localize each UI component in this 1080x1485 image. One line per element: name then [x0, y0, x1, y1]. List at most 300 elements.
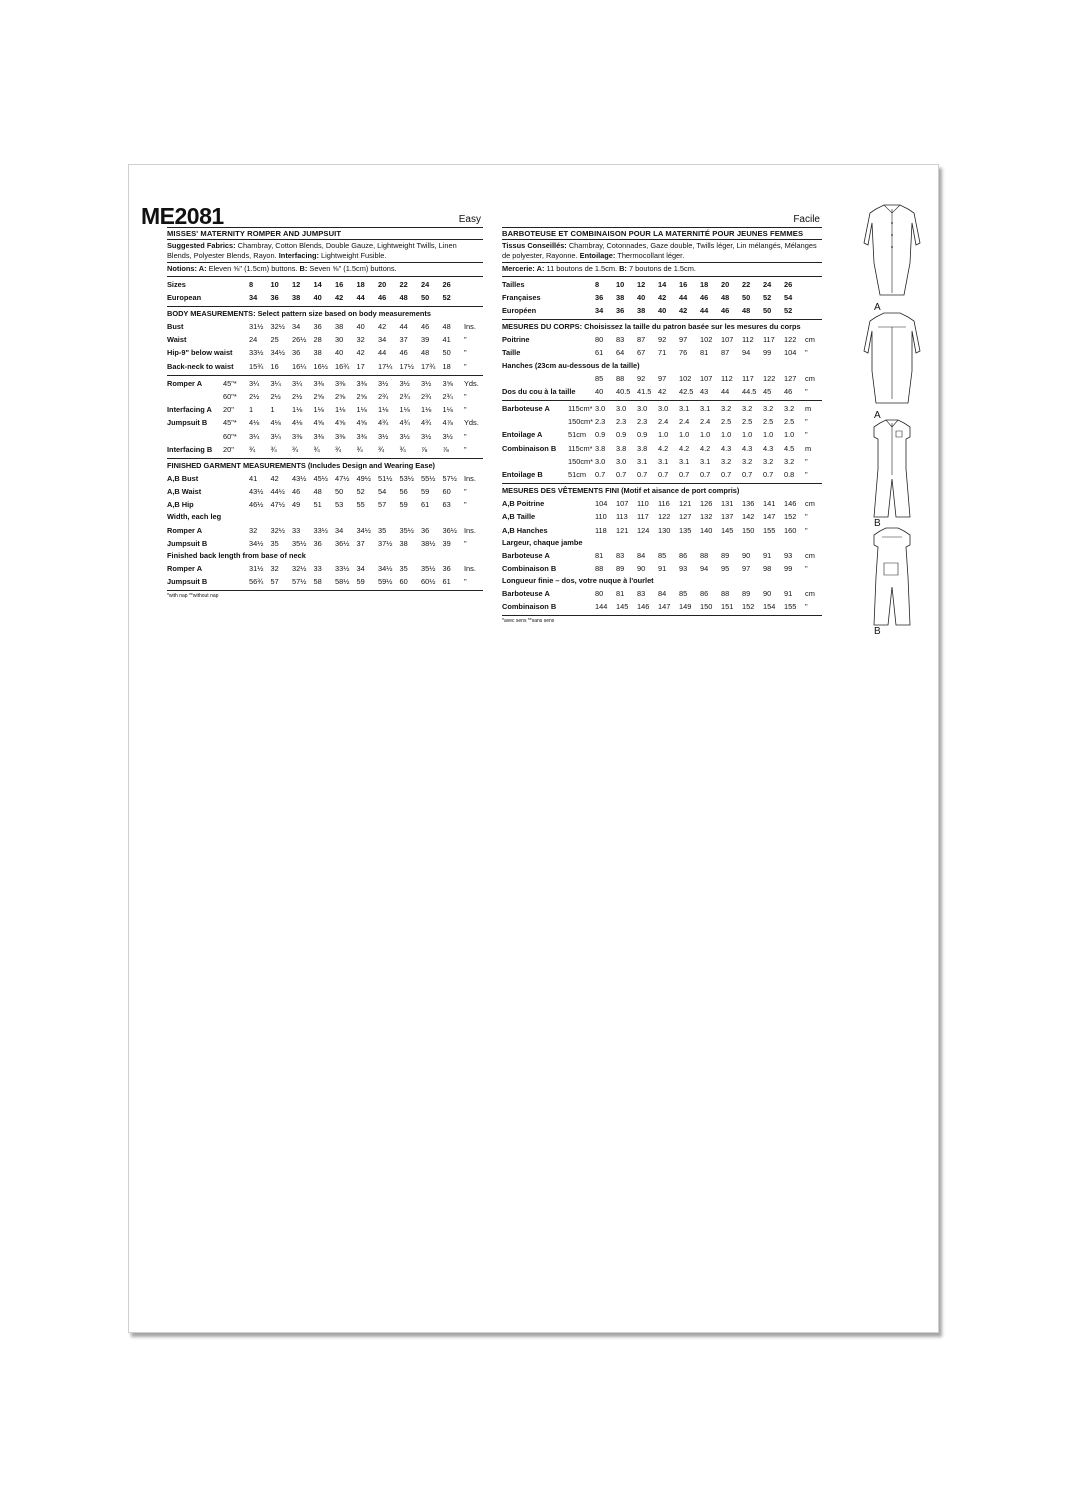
table-cell: 3.1 — [679, 404, 690, 414]
table-cell: 61 — [442, 577, 451, 587]
table-cell: 4.2 — [658, 443, 669, 453]
english-finished-measurements — [167, 459, 483, 591]
unit-label: " — [805, 348, 808, 358]
table-cell: 93 — [679, 563, 688, 573]
table-cell: 48 — [313, 487, 322, 497]
table-cell: 3.2 — [763, 404, 774, 414]
table-cell: 44.5 — [742, 386, 757, 396]
table-cell: 50 — [421, 292, 430, 302]
table-cell: 1⅛ — [356, 405, 367, 415]
row-label: Combinaison B — [502, 443, 557, 453]
unit-label: " — [464, 405, 467, 415]
table-cell: 44 — [700, 306, 709, 316]
table-cell: 42 — [658, 292, 667, 302]
table-cell: 2.4 — [658, 417, 669, 427]
table-cell: 44 — [378, 348, 387, 358]
unit-label: " — [464, 335, 467, 345]
table-cell: 46 — [399, 348, 408, 358]
difficulty-label: Easy — [458, 214, 481, 225]
row-label: Bust — [167, 322, 184, 332]
table-cell: 85 — [595, 373, 604, 383]
table-row — [167, 562, 483, 575]
table-cell: 4⅛ — [270, 418, 281, 428]
table-cell: 47½ — [335, 473, 350, 483]
table-cell: 17½ — [399, 361, 414, 371]
table-cell: 34½ — [270, 348, 285, 358]
row-sub-label: 150cm* — [568, 456, 594, 466]
table-cell: 22 — [742, 279, 751, 289]
table-cell: 104 — [784, 348, 797, 358]
table-cell: 2½ — [249, 392, 260, 402]
table-cell: 67 — [637, 348, 646, 358]
table-cell: 46½ — [249, 500, 264, 510]
table-cell: 97 — [658, 373, 667, 383]
table-cell: 121 — [616, 525, 629, 535]
table-cell: 3.0 — [658, 404, 669, 414]
row-sub-label: 115cm* — [568, 443, 593, 453]
table-cell: 0.7 — [763, 469, 774, 479]
table-cell: 97 — [742, 563, 751, 573]
unit-label: Ins. — [464, 322, 476, 332]
row-label: Hip-9" below waist — [167, 348, 233, 358]
table-cell: 112 — [721, 373, 733, 383]
french-notions: Mercerie: A: 11 boutons de 1.5cm. B: 7 boutons de 1.5cm. — [502, 263, 822, 276]
table-cell: 2¾ — [378, 392, 389, 402]
table-row — [167, 403, 483, 416]
table-cell: 99 — [763, 348, 772, 358]
table-cell: 25 — [270, 335, 279, 345]
table-cell: 38 — [292, 292, 301, 302]
table-cell: 60 — [399, 577, 408, 587]
table-cell: 3.0 — [637, 404, 648, 414]
table-row — [502, 497, 822, 510]
unit-label: " — [805, 417, 808, 427]
table-cell: 4¾ — [399, 418, 410, 428]
french-finished-heading: MESURES DES VÊTEMENTS FINI (Motif et aisance de port compris) — [502, 486, 740, 496]
table-row — [502, 587, 822, 600]
table-cell: 3½ — [421, 378, 432, 388]
row-sub-label: 51cm — [568, 430, 587, 440]
table-cell: 2.3 — [595, 417, 606, 427]
table-cell: 16 — [679, 279, 688, 289]
table-cell: 43½ — [292, 473, 307, 483]
table-cell: 83 — [637, 589, 646, 599]
table-cell: 44 — [721, 386, 730, 396]
table-cell: 4.5 — [784, 443, 795, 453]
table-cell: 142 — [742, 512, 755, 522]
table-row — [502, 402, 822, 415]
table-cell: 87 — [721, 348, 730, 358]
table-cell: 36 — [421, 525, 430, 535]
table-cell: 94 — [700, 563, 709, 573]
table-cell: 151 — [721, 602, 734, 612]
table-cell: 40 — [313, 292, 322, 302]
table-cell: 102 — [679, 373, 692, 383]
table-row — [167, 443, 483, 456]
unit-label: Ins. — [464, 525, 476, 535]
table-cell: 90 — [763, 589, 772, 599]
row-sub-label: 51cm — [568, 469, 587, 479]
table-cell: 31½ — [249, 563, 264, 573]
table-cell: 8 — [249, 279, 254, 289]
table-cell: 24 — [249, 335, 258, 345]
table-cell: 3¼ — [270, 431, 281, 441]
row-label: European — [167, 292, 202, 302]
row-label: Barboteuse A — [502, 589, 550, 599]
table-cell: 160 — [784, 525, 797, 535]
figure-view-label: A — [874, 410, 881, 421]
table-cell: 146 — [637, 602, 650, 612]
table-cell: 104 — [595, 499, 608, 509]
table-cell: 3½ — [442, 431, 453, 441]
table-cell: 152 — [742, 602, 755, 612]
table-cell: 4⅝ — [313, 418, 324, 428]
table-row — [167, 416, 483, 429]
table-cell: 116 — [658, 499, 670, 509]
table-cell: 36 — [270, 292, 279, 302]
unit-label: " — [805, 525, 808, 535]
row-label: Européen — [502, 306, 537, 316]
table-cell: 16½ — [313, 361, 328, 371]
table-cell: 0.7 — [616, 469, 627, 479]
table-row — [502, 415, 822, 428]
table-cell: 10 — [270, 279, 279, 289]
table-cell: 40 — [658, 306, 667, 316]
table-cell: 0.9 — [595, 430, 606, 440]
table-cell: 2½ — [270, 392, 281, 402]
row-label: Entoilage A — [502, 430, 543, 440]
table-cell: 52 — [442, 292, 451, 302]
table-cell: 3.8 — [595, 443, 606, 453]
table-cell: 3.2 — [721, 404, 732, 414]
table-cell: 4.2 — [679, 443, 690, 453]
table-cell: 26½ — [292, 335, 307, 345]
table-cell: 36½ — [442, 525, 457, 535]
table-cell: 33½ — [249, 348, 264, 358]
english-footnote: *with nap **without nap — [167, 593, 219, 600]
table-cell: ⅞ — [421, 444, 428, 454]
table-cell: 3.1 — [700, 404, 711, 414]
table-cell: 2¾ — [442, 392, 453, 402]
french-finished-measurements — [502, 484, 822, 616]
table-cell: 52 — [356, 487, 365, 497]
table-cell: 32 — [270, 563, 279, 573]
french-yardage — [502, 401, 822, 484]
table-row — [502, 600, 822, 613]
table-cell: 97 — [679, 335, 688, 345]
table-cell: 83 — [616, 335, 625, 345]
jumpsuit-front-icon — [854, 419, 930, 527]
table-cell: 89 — [721, 550, 730, 560]
table-cell: 3.8 — [637, 443, 648, 453]
table-cell: 3½ — [421, 431, 432, 441]
table-cell: 4¾ — [421, 418, 432, 428]
table-cell: 43 — [700, 386, 709, 396]
unit-label: cm — [805, 550, 815, 560]
table-cell: 2⅝ — [313, 392, 324, 402]
table-cell: 80 — [595, 589, 604, 599]
table-cell: 45 — [763, 386, 772, 396]
table-cell: 4.3 — [742, 443, 753, 453]
table-cell: 36 — [595, 292, 604, 302]
figure-view-label: B — [874, 518, 881, 529]
table-cell: 40 — [335, 348, 344, 358]
table-cell: 36 — [442, 563, 451, 573]
table-cell: 14 — [658, 279, 667, 289]
table-cell: ¾ — [270, 444, 277, 454]
table-cell: 117 — [742, 373, 754, 383]
table-cell: 42 — [335, 292, 344, 302]
unit-label: Ins. — [464, 473, 476, 483]
jumpsuit-back-icon — [854, 527, 930, 635]
table-cell: 0.7 — [658, 469, 669, 479]
table-cell: 2.5 — [763, 417, 774, 427]
table-cell: 3½ — [378, 431, 389, 441]
table-cell: 91 — [784, 589, 793, 599]
table-cell: 37 — [356, 538, 365, 548]
french-length-heading: Longueur finie – dos, votre nuque à l'ourlet — [502, 575, 654, 585]
table-cell: 16 — [270, 361, 279, 371]
row-label: Romper A — [167, 378, 203, 388]
unit-label: " — [464, 500, 467, 510]
french-body-measurements — [502, 320, 822, 401]
table-cell: 3⅜ — [335, 431, 346, 441]
table-cell: 46 — [721, 306, 730, 316]
table-cell: 140 — [700, 525, 713, 535]
unit-label: m — [805, 404, 812, 414]
table-cell: 88 — [721, 589, 730, 599]
table-cell: 2.5 — [721, 417, 732, 427]
row-label: Jumpsuit B — [167, 538, 208, 548]
table-row — [167, 390, 483, 403]
table-cell: 10 — [616, 279, 625, 289]
figure-view-label: B — [874, 626, 881, 637]
row-label: A,B Waist — [167, 487, 202, 497]
unit-label: m — [805, 443, 812, 453]
table-row — [502, 333, 822, 346]
table-cell: ¾ — [292, 444, 299, 454]
table-cell: 17¼ — [378, 361, 393, 371]
table-cell: 15¾ — [249, 361, 264, 371]
table-cell: 2¾ — [399, 392, 410, 402]
table-row — [167, 498, 483, 511]
table-cell: 149 — [679, 602, 692, 612]
table-cell: 154 — [763, 602, 776, 612]
unit-label: " — [805, 456, 808, 466]
table-cell: 3.0 — [616, 456, 627, 466]
table-cell: 3.1 — [637, 456, 648, 466]
table-cell: 51 — [313, 500, 322, 510]
table-cell: 58½ — [335, 577, 350, 587]
unit-label: " — [805, 602, 808, 612]
row-sub-label: 20" — [223, 444, 234, 454]
table-cell: 17¾ — [421, 361, 436, 371]
table-row — [167, 346, 483, 359]
table-cell: 147 — [763, 512, 776, 522]
table-cell: 83 — [616, 550, 625, 560]
table-cell: 33 — [313, 563, 322, 573]
table-cell: 34 — [249, 292, 258, 302]
table-cell: 3.1 — [679, 456, 690, 466]
table-cell: 20 — [378, 279, 387, 289]
table-cell: 60 — [442, 487, 451, 497]
table-cell: ⅞ — [442, 444, 449, 454]
garment-illustrations — [854, 203, 930, 635]
table-cell: 90 — [637, 563, 646, 573]
table-cell: 17 — [356, 361, 365, 371]
english-yardage — [167, 376, 483, 459]
french-column — [502, 205, 822, 624]
table-cell: 76 — [679, 348, 688, 358]
table-cell: 4⅛ — [249, 418, 260, 428]
table-cell: 1.0 — [700, 430, 711, 440]
table-cell: 42.5 — [679, 386, 694, 396]
table-cell: 56 — [399, 487, 408, 497]
table-cell: 32½ — [292, 563, 307, 573]
table-cell: 88 — [700, 550, 709, 560]
table-cell: 4⅝ — [335, 418, 346, 428]
unit-label: Ins. — [464, 563, 476, 573]
table-cell: 33½ — [335, 563, 350, 573]
table-cell: 61 — [421, 500, 430, 510]
table-cell: 88 — [616, 373, 625, 383]
table-cell: 2.3 — [637, 417, 648, 427]
table-cell: 150 — [742, 525, 755, 535]
table-row — [167, 377, 483, 390]
table-cell: 3.1 — [658, 456, 669, 466]
table-cell: 34½ — [378, 563, 393, 573]
table-cell: 4⅛ — [292, 418, 303, 428]
table-cell: 117 — [637, 512, 649, 522]
french-title: BARBOTEUSE ET COMBINAISON POUR LA MATERNITÉ POUR JEUNES FEMMES — [502, 228, 822, 240]
table-cell: 37½ — [378, 538, 393, 548]
table-cell: 32 — [249, 525, 258, 535]
table-row — [167, 575, 483, 588]
table-cell: 3.0 — [595, 456, 606, 466]
table-cell: 38½ — [421, 538, 436, 548]
table-row — [502, 278, 822, 291]
table-cell: 155 — [784, 602, 797, 612]
english-body-heading: BODY MEASUREMENTS: Select pattern size based on body measurements — [167, 308, 431, 318]
table-row — [167, 523, 483, 536]
table-cell: 102 — [700, 335, 713, 345]
table-cell: 71 — [658, 348, 667, 358]
table-cell: 43½ — [249, 487, 264, 497]
table-cell: 0.7 — [637, 469, 648, 479]
table-cell: 32½ — [270, 322, 285, 332]
table-cell: 52 — [784, 306, 793, 316]
table-cell: 42 — [679, 306, 688, 316]
table-cell: 57 — [270, 577, 279, 587]
table-cell: 0.7 — [679, 469, 690, 479]
unit-label: " — [805, 563, 808, 573]
table-cell: 85 — [679, 589, 688, 599]
table-cell: ¾ — [356, 444, 363, 454]
table-cell: 24 — [421, 279, 430, 289]
table-cell: 18 — [442, 361, 451, 371]
table-cell: 58 — [313, 577, 322, 587]
table-row — [502, 385, 822, 398]
table-cell: 86 — [700, 589, 709, 599]
table-cell: 126 — [700, 499, 713, 509]
row-label: A,B Hanches — [502, 525, 548, 535]
table-cell: 55 — [356, 500, 365, 510]
table-cell: 50 — [335, 487, 344, 497]
table-cell: 53½ — [399, 473, 414, 483]
table-cell: 1.0 — [784, 430, 795, 440]
table-cell: 2⅝ — [335, 392, 346, 402]
table-cell: 132 — [700, 512, 713, 522]
table-cell: 124 — [637, 525, 650, 535]
unit-label: " — [464, 431, 467, 441]
table-cell: 4.3 — [763, 443, 774, 453]
table-cell: 56¾ — [249, 577, 264, 587]
row-label: Barboteuse A — [502, 550, 550, 560]
table-cell: 35 — [399, 563, 408, 573]
table-cell: 95 — [721, 563, 730, 573]
table-cell: 121 — [679, 499, 692, 509]
table-cell: 34 — [356, 563, 365, 573]
table-cell: 3⅜ — [313, 378, 324, 388]
table-cell: 26 — [784, 279, 793, 289]
table-cell: 34 — [378, 335, 387, 345]
table-cell: 3⅜ — [335, 378, 346, 388]
table-cell: 3⅜ — [292, 431, 303, 441]
table-cell: 2.5 — [742, 417, 753, 427]
table-cell: 3¼ — [270, 378, 281, 388]
table-cell: 35 — [378, 525, 387, 535]
table-cell: 33 — [292, 525, 301, 535]
table-row — [502, 562, 822, 575]
table-cell: 53 — [335, 500, 344, 510]
row-sub-label: 60"* — [223, 392, 237, 402]
table-cell: 81 — [616, 589, 625, 599]
table-cell: 34½ — [356, 525, 371, 535]
table-cell: 41 — [249, 473, 258, 483]
table-cell: 3½ — [399, 431, 410, 441]
table-cell: 35 — [270, 538, 279, 548]
table-cell: 1 — [249, 405, 254, 415]
table-cell: 88 — [595, 563, 604, 573]
table-cell: 50 — [442, 348, 451, 358]
english-column — [167, 205, 483, 599]
table-row — [502, 304, 822, 317]
table-row — [502, 455, 822, 468]
table-cell: 3.2 — [784, 456, 795, 466]
table-cell: 3.2 — [742, 456, 753, 466]
english-length-heading: Finished back length from base of neck — [167, 550, 306, 560]
unit-label: " — [805, 430, 808, 440]
table-cell: 107 — [700, 373, 713, 383]
table-cell: 39 — [442, 538, 451, 548]
english-fabrics: Suggested Fabrics: Chambray, Cotton Blends, Double Gauze, Lightweight Twills, Linen Blends, Polyester Blends, Rayon. Interfacing: Lightweight Fusible. — [167, 240, 483, 263]
table-cell: 34½ — [249, 538, 264, 548]
table-cell: 41.5 — [637, 386, 652, 396]
table-cell: 48 — [399, 292, 408, 302]
table-cell: 54 — [784, 292, 793, 302]
table-cell: 28 — [313, 335, 322, 345]
table-cell: 24 — [763, 279, 772, 289]
unit-label: " — [805, 469, 808, 479]
table-cell: 32 — [356, 335, 365, 345]
table-cell: 3¼ — [292, 378, 303, 388]
row-label: Interfacing B — [167, 444, 213, 454]
row-sub-label: 150cm* — [568, 417, 594, 427]
table-cell: 44 — [399, 322, 408, 332]
table-cell: 2⅝ — [356, 392, 367, 402]
table-cell: 0.7 — [595, 469, 606, 479]
table-cell: 38 — [335, 322, 344, 332]
